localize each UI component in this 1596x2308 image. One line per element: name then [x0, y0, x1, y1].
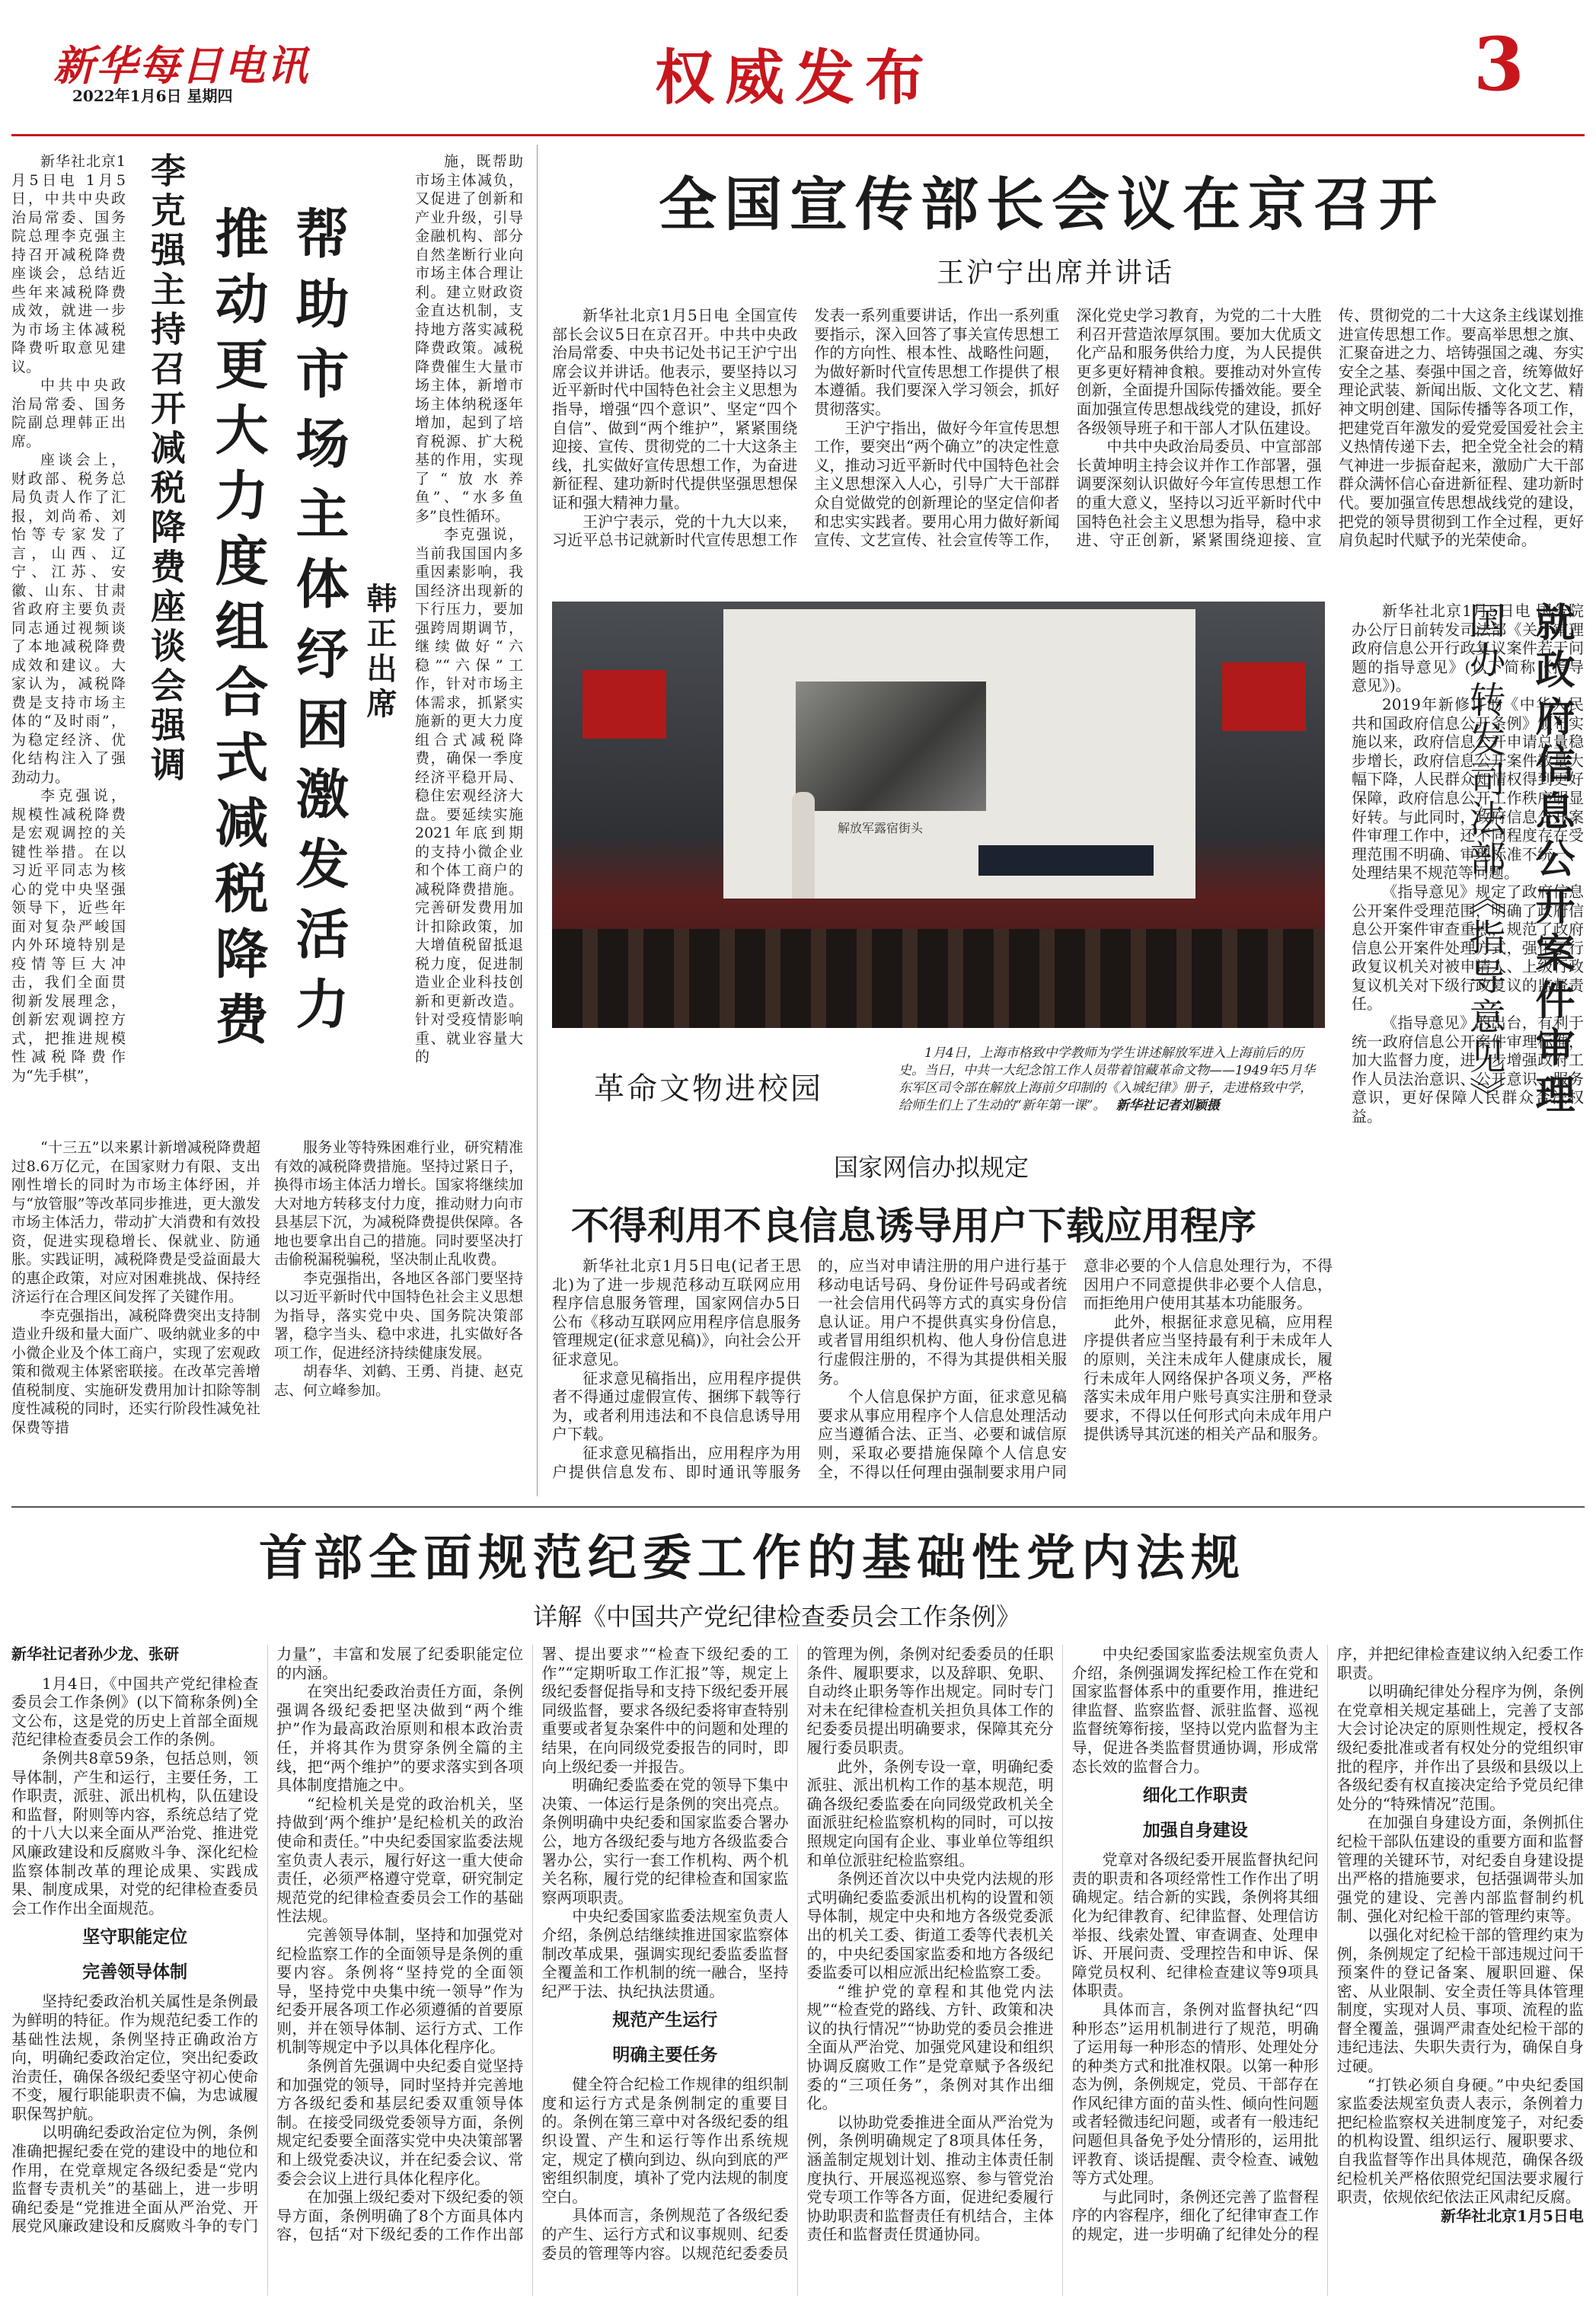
photo-caption	[899, 1045, 1325, 1115]
propaganda-subheadline: 王沪宁出席并讲话	[937, 257, 1175, 289]
masthead-divider	[11, 134, 1585, 136]
paragraph: 明确纪委监委在党的领导下集中决策、一体运行是条例的突出亮点。条例明确中央纪委和国家监委合署办公，地方各级纪委与地方各级监委合署办公，实行一套工作机构、两个机关名称，履行党的纪律检查和国家监察两项职责。	[541, 1776, 789, 1907]
paragraph: 《指导意见》的出台，有利于统一政府信息公开案件审理标准，加大监督力度，进一步增强政府工作人员法治意识、公开意识、服务意识，更好保障人民群众合法权益。	[1352, 1014, 1584, 1126]
paragraph: 新华社北京1月5日电 1月5日，中共中央政治局常委、国务院总理李克强主持召开减税降费座谈会，总结近些年来减税降费成效，就进一步为市场主体减税降费听取意见建议。	[11, 153, 126, 375]
tax-article-column-a	[11, 152, 126, 1135]
paragraph: 征求意见稿指出，应用程序提供者不得通过虚假宣传、捆绑下载等行为，或者利用违法和不良信息诱导用户下载。	[552, 1368, 801, 1444]
paragraph: 王沪宁指出，做好今年宣传思想工作，要突出“两个确立”的决定性意义，推动习近平新时代中国特色社会主义思想深入人心，引导广大干部群众自觉做党的创新理论的坚定信仰者和忠实实践者。要用心用力做好新闻宣传、文艺宣传、社会宣传等工作，深化党史学习教育，为党的二十大胜利召开营造浓厚氛围。要加大优质文化产品和服务供给力度，为人民提供更多更好精神食粮。要推动对外宣传创新，全面提升国际传播效能。要全面加强宣传思想战线党的建设，抓好各级领导班子和干部人才队伍建设。	[814, 306, 1322, 550]
page-number: 3	[1473, 21, 1524, 107]
gov-info-body	[1352, 602, 1584, 1492]
paragraph: 在加强自身建设方面，条例抓住纪检干部队伍建设的重要方面和监督管理的关键环节，对纪委自身建设提出严格的措施要求，包括强调带头加强党的建设、完善内部监督制约机制、强化对纪检干部的管理约束等。	[1336, 1813, 1584, 1926]
paragraph: 中央纪委国家监委法规室负责人介绍，条例强调发挥纪检工作在党和国家监督体系中的重要作用，推进纪律监督、监察监督、派驻监督、巡视监督统筹衔接，坚持以党内监督为主导，促进各类监督贯通协调，形成常态长效的监督合力。	[1071, 1645, 1319, 1776]
tax-article-column-b	[415, 152, 523, 1135]
paragraph: 王沪宁表示，党的十九大以来，习近平总书记就新时代宣传思想工作发表一系列重要讲话，作出一系列重要指示，深入回答了事关宣传思想工作的方向性、根本性、战略性问题，为做好新时代宣传思想工作提供了根本遵循。我们要深入学习领会，抓好贯彻落实。	[552, 306, 1060, 550]
discipline-dateline: 新华社北京1月5日电	[1441, 2206, 1584, 2225]
paragraph: 具体而言，条例对监督执纪“四种形态”运用机制进行了规范，明确了运用每一种形态的情形、处理处分的种类方式和批准权限。以第一种形态为例，条例规定，党员、干部存在作风纪律方面的苗头性、倾向性问题或者轻微违纪问题，或者有一般违纪问题但具备免予处分情形的，运用批评教育、谈话提醒、责令检查、诫勉等方式处理。	[1071, 2000, 1319, 2188]
paragraph: 新华社北京1月5日电(记者王思北)为了进一步规范移动互联网应用程序信息服务管理，国家网信办5日公布《移动互联网应用程序信息服务管理规定(征求意见稿)》，向社会公开征求意见。	[552, 1256, 801, 1368]
section-subheading: 坚守职能定位	[82, 1927, 188, 1948]
propaganda-headline: 全国宣传部长会议在京召开	[659, 171, 1444, 238]
propaganda-body	[552, 306, 1584, 565]
photo-caption-text: 1月4日，上海市格致中学教师为学生讲述解放军进入上海前后的历史。当日，中共一大纪念馆工作人员带着馆藏革命文物——1949年5月华东军区司令部在解放上海前夕印制的《入城纪律》册子，走进格致中学，给师生们上了生动的“新年第一课”。	[899, 1045, 1316, 1113]
paragraph: 健全符合纪检工作规律的组织制度和运行方式是条例制定的重要目的。条例在第三章中对各级纪委的组织设置、产生和运行等作出系统规定，规定了横向到边、纵向到底的严密组织制度，填补了党内法规的制度空白。	[541, 2075, 789, 2206]
paragraph: 条例首先强调中央纪委自觉坚持和加强党的领导，同时坚持并完善地方各级纪委和基层纪委双重领导体制。在接受同级党委领导方面，条例规定纪委要全面落实党中央决策部署和上级党委决议，并在纪委会议、常委会会议上进行具体化程序化。	[276, 2057, 524, 2188]
screen-historic-photo	[796, 682, 986, 811]
discipline-subheadline: 详解《中国共产党纪律检查委员会工作条例》	[533, 1602, 1021, 1631]
red-banner-right	[1222, 662, 1306, 731]
tax-article-headline-2: 帮助市场主体纾困激发活力	[287, 206, 350, 1046]
gov-info-headline-2: 国办转发司法部《指导意见》	[1463, 602, 1505, 1116]
paragraph: “维护党的章程和其他党内法规”“检查党的路线、方针、政策和决议的执行情况”“协助党的委员会推进全面从严治党、加强党风建设和组织协调反腐败工作”是党章赋予各级纪委的“三项任务”，条例对其作出细化。	[806, 1981, 1054, 2113]
paragraph: “纪检机关是党的政治机关，坚持做到‘两个维护’是纪检机关的政治使命和责任。”中央纪委国家监委法规室负责人表示，履行好这一重大使命责任，必须严格遵守党章，研究制定规范党的纪律检查委员会工作的基础性法规。	[276, 1794, 524, 1926]
paragraph: 新华社北京1月5日电 国务院办公厅日前转发司法部《关于审理政府信息公开行政复议案件若干问题的指导意见》(以下简称《指导意见》)。	[1352, 602, 1584, 695]
newspaper-logo: 新华每日电讯	[53, 41, 309, 90]
speaker-figure	[792, 792, 815, 899]
paragraph: 服务业等特殊困难行业，研究精准有效的减税降费措施。坚持过紧日子，换得市场主体活力增长。国家将继续加大对地方转移支付力度，推动财力向市县基层下沉，为减税降费提供保障。各地也要拿出自己的措施。同时要坚决打击偷税漏税骗税，坚决制止乱收费。	[274, 1139, 523, 1268]
app-rule-headline: 不得利用不良信息诱导用户下载应用程序	[571, 1203, 1256, 1248]
paragraph: 在突出纪委政治责任方面，条例强调各级纪委把坚决做到“两个维护”作为最高政治原则和根本政治责任，并将其作为贯穿条例全篇的主线，把“两个维护”的要求落实到各项具体制度措施之中。	[276, 1682, 524, 1795]
paragraph: 座谈会上，财政部、税务总局负责人作了汇报，刘尚希、刘怡等专家发了言，山西、辽宁、江苏、安徽、山东、甘肃省政府主要负责同志通过视频谈了本地减税降费成效和建议。大家认为，减税降费是支持市场主体的“及时雨”，为稳定经济、优化结构注入了强劲动力。	[11, 452, 126, 786]
column-divider	[537, 145, 538, 1496]
paragraph: “打铁必须自身硬。”中央纪委国家监委法规室负责人表示，条例着力把纪检监察权关进制度笼子，对纪委的机构设置、组织运行、履职要求、自我监督等作出具体规范，确保各级纪检机关严格依照党纪国法要求履行职责，依规依纪依法正风肃纪反腐。	[1336, 2075, 1584, 2207]
section-subheading: 细化工作职责	[1142, 1785, 1248, 1806]
photo-title: 革命文物进校园	[594, 1071, 823, 1106]
red-banner-left	[583, 670, 666, 739]
panel-table	[978, 845, 1154, 876]
paragraph: 征求意见稿指出，应用程序为用户提供信息发布、即时通讯等服务的，应当对申请注册的用户进行基于移动电话号码、身份证件号码或者统一社会信用代码等方式的真实身份信息认证。用户不提供真实身份信息，或者冒用组织机构、他人身份信息进行虚假注册的，不得为其提供相关服务。	[552, 1256, 1067, 1481]
paragraph: 中共中央政治局委员、中宣部部长黄坤明主持会议并作工作部署，强调要深刻认识做好今年宣传思想工作的重大意义，坚持以习近平新时代中国特色社会主义思想为指导，稳中求进、守正创新，紧紧围绕迎接、宣传、贯彻党的二十大这条主线谋划推进宣传思想工作。要高举思想之旗、汇聚奋进之力、培铸强国之魂、夯实安全之基、奏强中国之音，统筹做好理论武装、新闻出版、文化文艺、精神文明创建、国际传播等各项工作，把建党百年激发的爱党爱国爱社会主义热情传递下去，把全党全社会的精气神进一步振奋起来，激励广大干部群众满怀信心奋进新征程、建功新时代。要加强宣传思想战线党的建设，把党的领导贯彻到工作全过程，更好肩负起时代赋予的光荣使命。	[1076, 306, 1584, 550]
paragraph: 以强化对纪检干部的管理约束为例，条例规定了纪检干部违规过问干预案件的登记备案、履职回避、保密、从业限制、安全责任等具体管理制度，实现对人员、事项、流程的监督全覆盖，强调严肃查处纪检干部的违纪违法、失职失责行为，确保自身过硬。	[1336, 1925, 1584, 2076]
section-subheading: 完善领导体制	[82, 1962, 188, 1983]
paragraph: 李克强指出，各地区各部门要坚持以习近平新时代中国特色社会主义思想为指导，落实党中央、国务院决策部署，稳字当头、稳中求进，扎实做好各项工作，促进经济持续健康发展。	[274, 1269, 523, 1361]
tax-article-subhead: 韩正出席	[362, 583, 397, 723]
paragraph: 李克强说，规模性减税降费是宏观调控的关键性举措。在以习近平同志为核心的党中央坚强领导下，近些年面对复杂严峻国内外环境特别是疫情等巨大冲击，我们全面贯彻新发展理念，创新宏观调控方式，把推进规模性减税降费作为“先手棋”，	[11, 787, 126, 1084]
section-subheading: 明确主要任务	[612, 2045, 718, 2066]
issue-date: 2022年1月6日 星期四	[72, 87, 233, 105]
paragraph: 此外，根据征求意见稿，应用程序提供者应当坚持最有利于未成年人的原则，关注未成年人健康成长，履行未成年人网络保护各项义务，严格落实未成年用户账号真实注册和登录要求，不得以任何形式向未成年用户提供诱导其沉迷的相关产品和服务。	[1084, 1312, 1333, 1444]
app-rule-body	[552, 1256, 1333, 1485]
paragraph: 2019年新修订的《中华人民共和国政府信息公开条例》颁布实施以来，政府信息公开申请总量稳步增长，政府信息公开案件数量大幅下降，人民群众知情权得到更好保障，政府信息公开工作秩序明显好转。与此同时，政府信息公开案件审理工作中，还不同程度存在受理范围不明确、审理标准不统一、处理结果不规范等问题。	[1352, 694, 1584, 883]
paragraph: 条例还首次以中央党内法规的形式明确纪委监委派出机构的设置和领导体制，规定中央和地方各级党委派出的机关工委、街道工委等代表机关的，中央纪委国家监委和地方各级纪委监委可以相应派出纪检监察工委。	[806, 1869, 1054, 1982]
tax-article-column-c	[11, 1138, 523, 1489]
section-subheading: 规范产生运行	[612, 2010, 718, 2031]
section-divider	[11, 1506, 1585, 1508]
screen-caption: 解放军露宿街头	[838, 821, 924, 835]
app-rule-kicker: 国家网信办拟规定	[834, 1153, 1029, 1182]
discipline-byline: 新华社记者孙少龙、张研	[11, 1645, 179, 1663]
paragraph: 施，既帮助市场主体减负，又促进了创新和产业升级，引导金融机构、部分自然垄断行业向市场主体合理让利。建立财政资金直达机制，支持地方落实减税降费政策。减税降费催生大量市场主体，新增市场主体纳税逐年增加，起到了培育税源、扩大税基的作用，实现了“放水养鱼”、“水多鱼多”良性循环。	[415, 153, 523, 525]
discipline-blocks	[11, 1645, 1584, 2262]
paragraph: 新华社北京1月5日电 全国宣传部长会议5日在京召开。中共中央政治局常委、中央书记处书记王沪宁出席会议并讲话。他表示，要坚持以习近平新时代中国特色社会主义思想为指导，增强“四个意识”、坚定“四个自信”、做到“两个维护”，紧紧围绕迎接、宣传、贯彻党的二十大这条主线，扎实做好宣传思想工作，为奋进新征程、建功新时代提供坚强思想保证和强大精神力量。	[552, 306, 798, 512]
section-subheading: 加强自身建设	[1142, 1820, 1248, 1841]
paragraph: 李克强指出，减税降费突出支持制造业升级和量大面广、吸纳就业多的中小微企业及个体工商户，实现了宏观政策和微观主体紧密联接。在改革完善增值税制度、实施研发费用加计扣除等制度性减税的同时，还实行阶段性减免社保费等措	[11, 1307, 260, 1436]
paragraph: 《指导意见》规定了政府信息公开案件受理范围，明确了政府信息公开案件审查重点，规范了政府信息公开案件处理方式，强化了行政复议机关对被申请人、上级行政复议机关对下级行政复议的监督责任。	[1352, 882, 1584, 1014]
paragraph: 1月4日，《中国共产党纪律检查委员会工作条例》(以下简称条例)全文公布，这是党的历史上首部全面规范纪律检查委员会工作的条例。	[11, 1674, 259, 1749]
paragraph: 党章对各级纪委开展监督执纪问责的职责和各项经常性工作作出了明确规定。结合新的实践，条例将其细化为纪律教育、纪律监督、处理信访举报、线索处置、审查调查、处理申诉、开展问责、受理控告和申诉、保障党员权利、纪律检查建议等9项具体职责。	[1071, 1850, 1319, 2000]
paragraph: “十三五”以来累计新增减税降费超过8.6万亿元，在国家财力有限、支出刚性增长的同时为市场主体纾困，并与“放管服”等改革同步推进，更大激发市场主体活力，带动扩大消费和有效投资，促进实现稳增长、保就业、防通胀。实践证明，减税降费是受益面最大的惠企政策，对应对困难挑战、保持经济运行在合理区间发挥了关键作用。	[11, 1139, 260, 1305]
gov-info-headline-1: 就政府信息公开案件审理	[1528, 602, 1575, 1121]
paragraph: 与此同时，条例还完善了监督程序的内容程序，细化了纪律审查工作的规定，进一步明确了纪律处分的程序，并把纪律检查建议纳入纪委工作职责。	[1071, 1645, 1584, 2244]
discipline-body	[11, 1645, 1584, 2296]
news-photo	[552, 602, 1325, 1028]
paragraph: 以明确纪律处分程序为例，条例在党章相关规定基础上，完善了支部大会讨论决定的原则性规定，授权各级纪委批准或者有权处分的党组织审批的程序，并作出了县级和县级以上各级纪委有权直接决定给予党员纪律处分的“特殊情况”范围。	[1336, 1682, 1584, 1813]
paragraph: 中央纪委国家监委法规室负责人介绍，条例总结继续推进国家监察体制改革成果，强调实现纪委监委监督全覆盖和工作机制的统一融合，坚持纪严于法、执纪执法贯通。	[541, 1907, 789, 2000]
paragraph: 胡春华、刘鹤、王勇、肖捷、赵克志、何立峰参加。	[274, 1363, 523, 1399]
paragraph: 坚持纪委政治机关属性是条例最为鲜明的特征。作为规范纪委工作的基础性法规，条例坚持正确政治方向，明确纪委政治定位，突出纪委政治责任，确保各级纪委坚守初心使命不变，履行职能职责不偏，为忠诚履职保驾护航。	[11, 1992, 259, 2123]
paragraph: 以协助党委推进全面从严治党为例，条例明确规定了8项具体任务，涵盖制定规划计划、推动主体责任制度执行、开展巡视巡察、参与管党治党专项工作等各方面，促进纪委履行协助职责和监督责任有机结合，主体责任和监督责任贯通协同。	[806, 2112, 1054, 2244]
gov-info-body-wrap	[1352, 602, 1584, 1126]
paragraph: 完善领导体制，坚持和加强党对纪检监察工作的全面领导是条例的重要内容。条例将“坚持党的全面领导，坚持党中央集中统一领导”作为纪委开展各项工作必须遵循的首要原则，并在领导体制、运行方式、工作机制等规定中予以具体化程序化。	[276, 1925, 524, 2057]
paragraph: 条例共8章59条，包括总则，领导体制，产生和运行，主要任务，工作职责，派驻、派出机构，队伍建设和监督，附则等内容，系统总结了党的十八大以来全面从严治党、推进党风廉政建设和反腐败斗争、深化纪检监察体制改革的理论成果、实践成果、制度成果，对党的纪律检查委员会工作作出全面规范。	[11, 1748, 259, 1917]
photo-credit: 新华社记者刘颖摄	[1116, 1098, 1220, 1113]
paragraph: 具体而言，条例规范了各级纪委的产生、运行方式和议事规则、纪委委员的管理等内容。以规范纪委委员的管理为例，条例对纪委委员的任职条件、履职要求，以及辞职、免职、自动终止职务等作出规定。同时专门对未在纪律检查机关担负具体工作的纪委委员提出明确要求，保障其充分履行委员职责。	[541, 1645, 1054, 2262]
audience	[552, 929, 1325, 1028]
paragraph: 李克强说，当前我国国内多重因素影响，我国经济出现新的下行压力，要加强跨周期调节，继续做好“六稳”“六保”工作，针对市场主体需求，抓紧实施新的更大力度组合式减税降费，确保一季度经济平稳开局、稳住宏观经济大盘。要延续实施2021年底到期的支持小微企业和个体工商户的减税降费措施。完善研发费用加计扣除政策，加大增值税留抵退税力度，促进制造业企业科技创新和更新改造。针对受疫情影响重、就业容量大的	[415, 526, 523, 1065]
paragraph: 此外，条例专设一章，明确纪委派驻、派出机构工作的基本规范，明确各级纪委监委在向同级党政机关全面派驻纪检监察机构的同时，可以按照规定向国有企业、事业单位等组织和单位派驻纪检监察组。	[806, 1757, 1054, 1869]
discipline-headline: 首部全面规范纪委工作的基础性党内法规	[259, 1530, 1246, 1587]
section-title: 权威发布	[655, 43, 936, 113]
paragraph: 在加强上级纪委对下级纪委的领导方面，条例明确了8个方面具体内容，包括“对下级纪委的工作作出部署、提出要求”“检查下级纪委的工作”“定期听取工作汇报”等，规定上级纪委督促指导和支持下级纪委开展同级监督，要求各级纪委将审查特别重要或者复杂案件中的问题和处理的结果，在向同级党委报告的同时，即向上级纪委一并报告。	[276, 1645, 789, 2244]
paragraph: 以明确纪委政治定位为例，条例准确把握纪委在党的建设中的地位和作用，在党章规定各级纪委是“党内监督专责机关”的基础上，进一步明确纪委是“党推进全面从严治党、开展党风廉政建设和反腐败斗争的专门力量”，丰富和发展了纪委职能定位的内涵。	[11, 1645, 524, 2236]
paragraph: 中共中央政治局常委、国务院副总理韩正出席。	[11, 377, 126, 450]
tax-article-headline-1: 推动更大力度组合式减税降费	[206, 206, 270, 1057]
tax-article-kicker: 李克强主持召开减税降费座谈会强调	[145, 152, 187, 786]
paragraph: 个人信息保护方面，征求意见稿要求从事应用程序个人信息处理活动应当遵循合法、正当、必要和诚信原则，采取必要措施保障个人信息安全，不得以任何理由强制要求用户同意非必要的个人信息处理行为，不得因用户不同意提供非必要个人信息，而拒绝用户使用其基本功能服务。	[818, 1256, 1333, 1481]
